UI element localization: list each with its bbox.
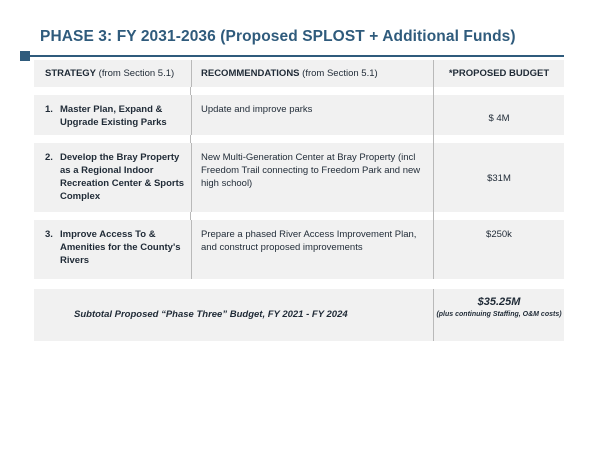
header-strategy-rest: (from Section 5.1)	[96, 68, 175, 79]
strategy-number: 2.	[45, 152, 53, 163]
row-gap	[34, 135, 564, 143]
header-budget-label: *PROPOSED BUDGET	[448, 68, 550, 79]
subtotal-amount: $35.25M	[477, 296, 521, 308]
header-recommendations-bold: RECOMMENDATIONS	[201, 68, 300, 79]
header-budget	[433, 60, 564, 87]
header-strategy	[34, 60, 191, 87]
strategy-cell	[34, 143, 191, 212]
header-strategy-bold: STRATEGY	[45, 68, 97, 79]
header-recommendations	[191, 60, 433, 87]
table-header-row	[34, 60, 564, 87]
subtotal-value-cell	[433, 289, 564, 341]
page-title: PHASE 3: FY 2031-2036 (Proposed SPLOST + Additional Funds)	[40, 28, 516, 45]
row-gap	[34, 87, 564, 95]
header-recommendations-rest: (from Section 5.1)	[299, 68, 378, 79]
title-rule	[26, 55, 564, 57]
budget-cell: $250k	[433, 220, 564, 279]
subtotal-row	[34, 289, 564, 341]
table-row	[34, 143, 564, 212]
strategy-text: Improve Access To & Amenities for the County's Rivers	[60, 229, 181, 266]
strategy-cell	[34, 220, 191, 279]
recommendation-cell: Update and improve parks	[191, 95, 433, 135]
table-row	[34, 95, 564, 135]
strategy-cell	[34, 95, 191, 135]
subtotal-note: (plus continuing Staffing, O&M costs)	[436, 311, 562, 318]
recommendation-cell: Prepare a phased River Access Improvement Plan, and construct proposed improvements	[191, 220, 433, 279]
strategy-text: Master Plan, Expand & Upgrade Existing Parks	[60, 104, 167, 128]
table-row	[34, 220, 564, 279]
row-gap	[34, 212, 564, 220]
budget-cell: $ 4M	[433, 95, 564, 135]
budget-table	[34, 60, 564, 341]
budget-cell: $31M	[433, 143, 564, 212]
strategy-number: 1.	[45, 104, 53, 115]
table-spacer	[34, 279, 564, 289]
subtotal-label: Subtotal Proposed “Phase Three” Budget, FY 2021 - FY 2024	[74, 309, 348, 320]
recommendation-cell: New Multi-Generation Center at Bray Property (incl Freedom Trail connecting to Freedom Park and new high school)	[191, 143, 433, 212]
strategy-text: Develop the Bray Property as a Regional Indoor Recreation Center & Sports Complex	[60, 152, 185, 202]
strategy-number: 3.	[45, 229, 53, 240]
